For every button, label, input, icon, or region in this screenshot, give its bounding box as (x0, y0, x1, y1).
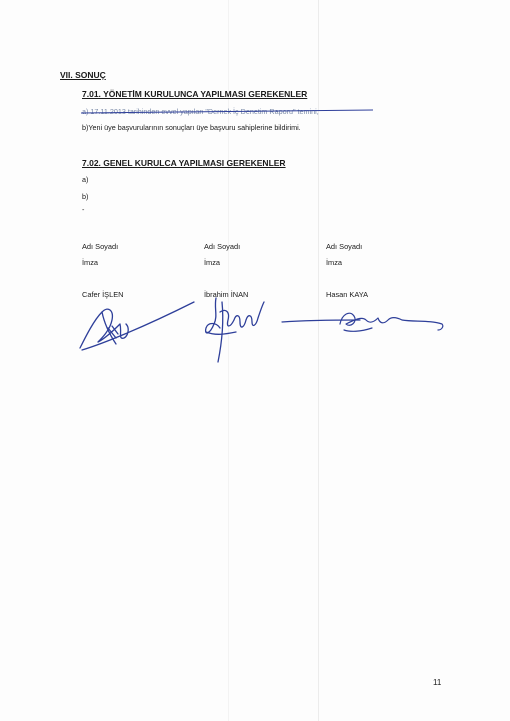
signature-3-handwritten (280, 302, 448, 338)
signature-1-handwritten (72, 298, 202, 358)
signatory-3-signature-label: İmza (326, 258, 343, 267)
signatory-2-name-label: Adı Soyadı (204, 242, 241, 251)
signatory-1-name: Cafer İŞLEN (82, 290, 124, 299)
assembly-item-c: - (82, 205, 85, 214)
signatory-2-name: İbrahim İNAN (204, 290, 249, 299)
signature-2-handwritten (196, 292, 276, 364)
board-item-a: a) 17.11.2013 tarihinden evvel yapılan "Dernek İç Denetim Raporu" temini, (82, 107, 319, 116)
section-heading: VII. SONUÇ (60, 70, 106, 80)
assembly-item-a: a) (82, 175, 89, 184)
signatory-1-signature-label: İmza (82, 258, 99, 267)
board-item-b: b)Yeni üye başvurularının sonuçları üye başvuru sahiplerine bildirimi. (82, 123, 301, 132)
signatory-3-name: Hasan KAYA (326, 290, 369, 299)
signatory-3-name-label: Adı Soyadı (326, 242, 363, 251)
page-number: 11 (433, 678, 442, 687)
assembly-section-title: 7.02. GENEL KURULCA YAPILMASI GEREKENLER (82, 158, 286, 168)
signatory-1-name-label: Adı Soyadı (82, 242, 119, 251)
signatory-2-signature-label: İmza (204, 258, 221, 267)
board-section-title: 7.01. YÖNETİM KURULUNCA YAPILMASI GEREKENLER (82, 89, 308, 99)
assembly-item-b: b) (82, 192, 89, 201)
